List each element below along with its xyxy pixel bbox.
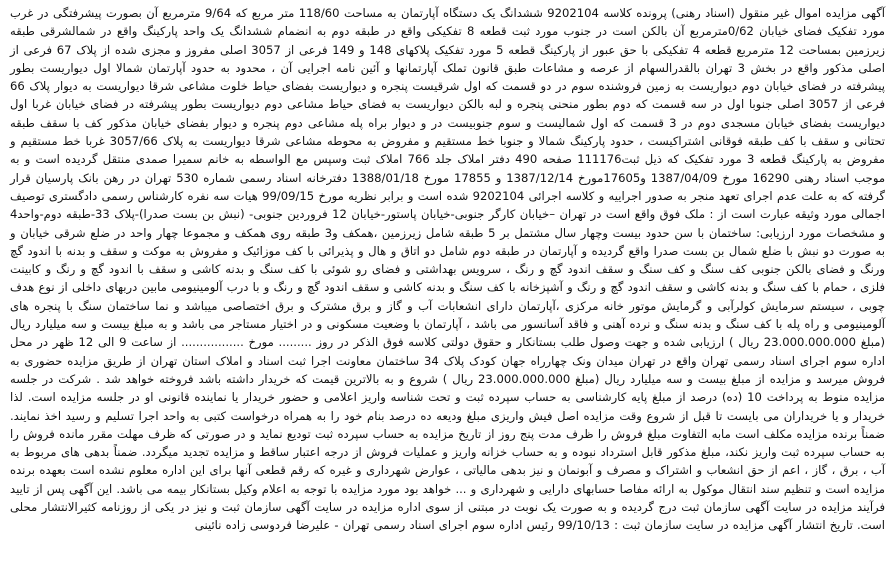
auction-notice-text: آگهی مزایده اموال غیر منقول (اسناد رهنی) پرونده کلاسه 9202104 ششدانگ یک دستگاه آپارتمان به مساحت 118/60 متر مربع که 9/64 مترمربع آن بصورت پیشرفتگی در غرب مورد تفکیک فضای خیابان 0/62مترمربع آن بالکن است در جنوب مورد ثبت قطعه 8 تفکیکی واقع در طبقه دوم به انضمام ششدانگ یک واحد پارکینگ واقع در شمالشرقی طبقه زیرزمین بمساحت 12 مترمربع قطعه 4 تفکیکی با حق عبور از پارکینگ قطعه 5 مورد تفکیک پلاکهای 148 و 149 فرعی از 3057 اصلی مفروز و مجزی شده از پلاک 67 فرعی از اصلی مذکور واقع در بخش 3 تهران بالقدرالسهام از عرصه و مشاعات طبق قانون تملک آپارتمانها و آئین نامه اجرایی آن ، محدود به حدود آپارتمان شمالا اول دیواریست بطور پیشرفته در فضای خیابان دوم دیواریست به زمین فروشنده سوم در دو قسمت که اول شرقیست پنجره و دیواریست بفضای حیاط خلوت مشاعی شرقا دیواریست به دیوار پلاک 66 فرعی از 3057 اصلی جنوبا اول در سه قسمت که دوم بطور منحنی پنجره و لبه بالکن دیواریست به فضای حیاط مشاعی دوم دیواریست بطور پیشرفته در فضای خیابان غربا اول دیواریست بفضای خیابان مسجدی دوم در 3 قسمت که اول شمالیست و سوم جنوبیست در و دیوار براه پله مشاعی دوم پنجره و دیوار بفضای خیابان مذکور کف با سقف طبقه تحتانی و سقف با کف طبقه فوقانی اشتراکیست ، حدود پارکینگ شمالا و جنوبا خط مستقیم و مفروض به محوطه مشاعی شرقا دیواریست به پلاک 3057/66 غربا خط مستقیم و مفروض به پارکینگ قطعه 3 مورد تفکیک که ذیل ثبت111176 صفحه 490 دفتر املاک جلد 766 املاک ثبت وسپس مع الواسطه به خانم سمیرا صمدی منتقل گردیده است و به موجب اسناد رهنی 16290 مورخ 1387/04/09 و17605مورخ 1387/12/14 و 17855 مورخ 1388/01/18 دفترخانه اسناد رسمی شماره 530 تهران در رهن بانک پارسیان قرار گرفته که به علت عدم اجرای تعهد منجر به صدور اجراییه و کلاسه اجرائی 9202104 شده است و برابر نظریه مورخ 99/09/15 هیات سه نفره کارشناس رسمی دادگستری توصیف اجمالی مورد وثیقه عبارت است از : ملک فوق واقع است در تهران –خیابان کارگر جنوبی-خیابان پاستور-خیابان 12 فروردین جنوبی- (نبش بن بست صدرا)-پلاک 33-طبقه دوم-واحد4 و مشخصات مورد ارزیابی: ساختمان با سن حدود بیست وچهار سال مشتمل بر 5 طبقه شامل زیرزمین ،همکف و3 طبقه روی همکف و مجموعا چهار واحد در ضلع شرقی خیابان و به صورت دو نبش با ضلع شمال بن بست صدرا واقع گردیده و آپارتمان در طبقه دوم شامل دو اتاق و هال و پذیرائی با کف موزائیک و مفروش به موکت و سقف و بدنه با اندود گچ ورنگ و فضای بالکن جنوبی کف سنگ و کف سنگ و سقف اندود گچ و رنگ ، سرویس بهداشتی و فضای رو شوئی با کف سنگ و بدنه کاشی و سقف با اندود گچ و رنگ و کابینت فلزی ، حمام با کف سنگ و بدنه کاشی و سقف اندود گچ و رنگ و آشپزخانه با کف سنگ و بدنه کاشی و سقف اندود گچ و رنگ و با درب آلومینیومی مابین دربهای داخلی از نوع هدف چوبی ، سیستم سرمایش کولرآبی و گرمایش موتور خانه مرکزی ،آپارتمان دارای انشعابات آب و گاز و برق مشترک و برق اختصاصی میباشد و نما ساختمان سنگ با پنجره های آلومینیومی و راه پله با کف سنگ و بدنه سنگ و نرده آهنی و فاقد آسانسور می باشد ، آپارتمان با وضعیت مسکونی و در اختیار مستاجر می باشد و به مبلغ بیست و سه میلیارد ریال (مبلغ 23.000.000.000 ریال ) ارزیابی شده و جهت وصول طلب بستانکار و حقوق دولتی کلاسه فوق الذکر در روز ......... مورخ ................. از ساعت 9 الی 12 ظهر در محل اداره سوم اجرای اسناد رسمی تهران واقع در تهران میدان ونک چهارراه جهان کودک پلاک 34 ساختمان معاونت اجرا ثبت اسناد و املاک استان تهران از طریق مزایده حضوری به فروش میرسد و مزایده از مبلغ بیست و سه میلیارد ریال (مبلغ 23.000.000.000 ریال ) شروع و به بالاترین قیمت که خریدار داشته باشد فروخته خواهد شد . شرکت در جلسه مزایده منوط به پرداخت 10 (ده) درصد از مبلغ پایه کارشناسی به حساب سپرده ثبت و تحت شناسه واریز اعلامی و حضور خریدار یا نماینده قانونی او در جلسه مزایده است. لذا خریدار و یا خریداران می بایست تا قبل از شروع وقت مزایده اصل فیش واریزی مبلغ ودیعه ده درصد بنام خود را به همراه درخواست کتبی به واحد اجرا تسلیم و رسید اخذ نمایند. ضمناً برنده مزایده مکلف است مابه التفاوت مبلغ فروش را ظرف مدت پنج روز از تاریخ مزایده به حساب سپرده ثبت تودیع نماید و در صورتی که ظرف مهلت مقرر مانده فروش را به حساب سپرده ثبت واریز نکند، مبلغ مذکور قابل استرداد نبوده و به حساب خزانه واریز و عملیات فروش از درجه اعتبار ساقط و مزایده تجدید میگردد. ضمناً بدهی های مربوط به آب ، برق ، گاز ، اعم از حق انشعاب و اشتراک و مصرف و آبونمان و نیز بدهی مالیاتی ، عوارض شهرداری و غیره که رقم قطعی آنها برای این اداره معلوم نشده است بعهده برنده مزایده است و تنظیم سند انتقال موکول به ارائه مفاصا حسابهای دارایی و شهرداری و ... خواهد بود مورد مزایده با توجه به اعلام وکیل بستانکار بیمه می باشد. این آگهی پس از تایید فرآیند مزایده در سایت آگهی سازمان ثبت درج گردیده و به صورت یک نوبت در مبتنی از سوی اداره مزایده در سایت آگهی سازمان ثبت و نیز در یکی از روزنامه کثیرالانتشار محلی است. تاریخ انتشار آگهی مزایده در سایت سازمان ثبت : 99/10/13 رئیس اداره سوم اجرای اسناد رسمی تهران - علیرضا فردوسی زاده نائینی bbox=[10, 6, 886, 533]
